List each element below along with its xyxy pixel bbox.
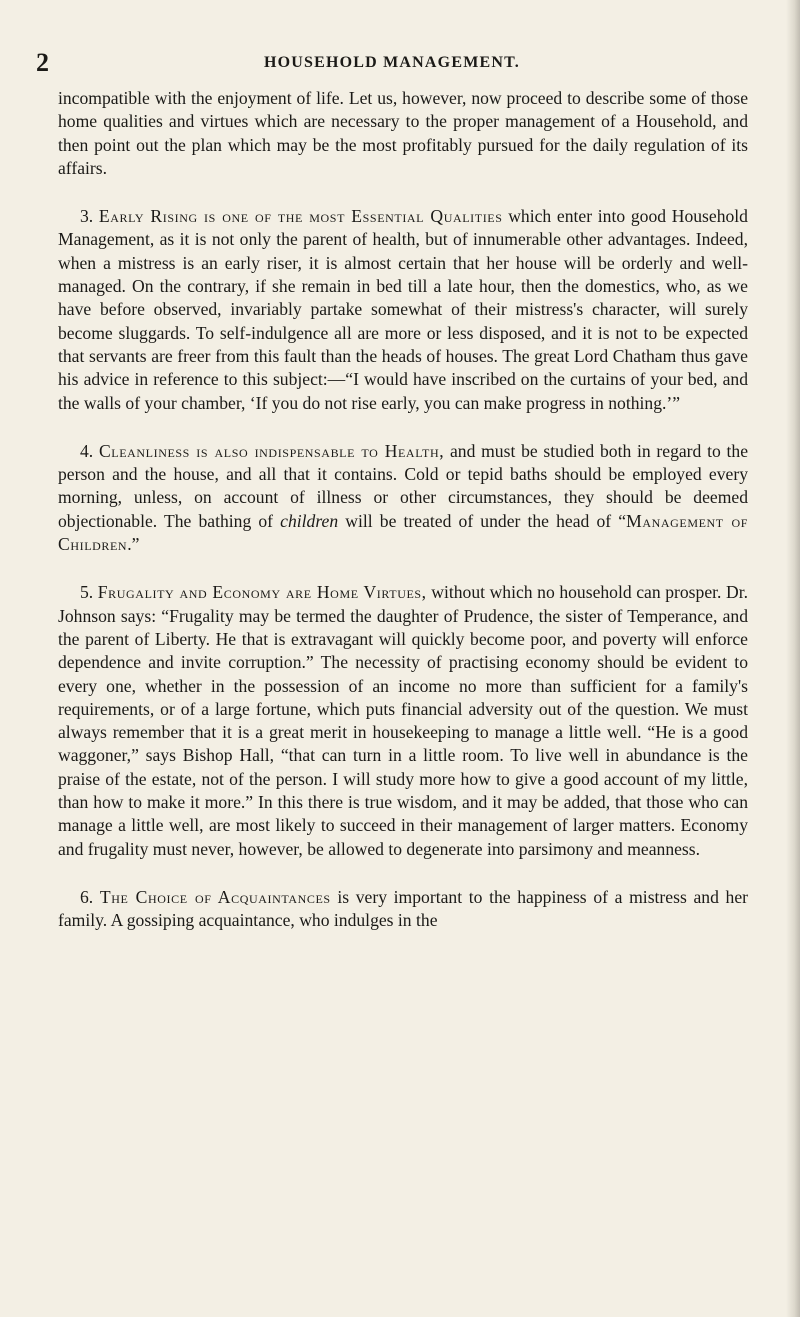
paragraph-3-heading: Early Rising is one of the most Essential Qualities xyxy=(98,206,503,227)
paragraph-3-early-rising xyxy=(58,205,748,415)
paragraph-4-heading: Cleanliness is also indispensable to Health, xyxy=(98,440,445,461)
paragraph-3-body: which enter into good Household Management, as it is not only the parent of health, but of innumerable other advantages. Indeed, when a mistress is an early riser, it is almost certain that her house will be orderly and well-managed. On the contrary, if she remain in bed till a late hour, then the domestics, who, as we have before observed, invariably partake somewhat of their mistress's character, will surely become sluggards. To self-indulgence all are more or less disposed, and it is not to be expected that servants are freer from this fault than the heads of houses. The great Lord Chatham thus gave his advice in reference to this subject:—“I would have inscribed on the curtains of your bed, and the walls of your chamber, ‘If you do not rise early, you can make progress in nothing.’” xyxy=(58,206,748,413)
paragraph-5-frugality xyxy=(58,581,748,861)
paragraph-5-number: 5. xyxy=(80,582,94,603)
paragraph-intro xyxy=(58,87,748,180)
page-edge-shadow xyxy=(786,0,800,1317)
paragraph-4-caps-reference: Management of Children xyxy=(58,510,748,555)
paragraph-3-number: 3. xyxy=(80,206,94,227)
paragraph-4-body-after: will be treated of under the head of “ xyxy=(338,510,627,531)
running-head xyxy=(36,44,748,84)
paragraph-6-heading: The Choice of Acquaintances xyxy=(99,886,331,907)
paragraph-4-number: 4. xyxy=(80,440,94,461)
paragraph-4-cleanliness xyxy=(58,440,748,556)
paragraph-6-number: 6. xyxy=(80,886,94,907)
header-title: HOUSEHOLD MANAGEMENT. xyxy=(263,54,521,71)
paragraph-5-body: without which no household can prosper. Dr. Johnson says: “Frugality may be termed the daughter of Prudence, the sister of Temperance, and the parent of Liberty. He that is extravagant will quickly become poor, and poverty will enforce dependence and invite corruption.” The necessity of practising economy should be evident to every one, whether in the possession of an income no more than sufficient for a family's requirements, or of a large fortune, which puts financial adversity out of the question. We must always remember that it is a great merit in housekeeping to manage a little well. “He is a good waggoner,” says Bishop Hall, “that can turn in a little room. To live well in abundance is the praise of the estate, not of the person. I will study more how to give a good account of my little, than how to make it more.” In this there is true wisdom, and it may be added, that those who can manage a little well, are most likely to succeed in their management of larger matters. Economy and frugality must never, however, be allowed to degenerate into parsimony and meanness. xyxy=(58,582,748,859)
intro-text: incompatible with the enjoyment of life. Let us, however, now proceed to describe some of those home qualities and virtues which are necessary to the proper management of a Household, and then point out the plan which may be the most profitably pursued for the daily regulation of its affairs. xyxy=(58,88,748,178)
paragraph-4-body-before: and must be studied both in regard to the person and the house, and all that it contains. Cold or tepid baths should be employed every morning, unless, on account of illness or other circumstances, they should be deemed objectionable. The bathing of xyxy=(58,440,748,531)
paragraph-5-heading: Frugality and Economy are Home Virtues, xyxy=(97,582,427,603)
paragraph-6-body: is very important to the happiness of a mistress and her family. A gossiping acquaintance, who indulges in the xyxy=(58,886,748,931)
paragraph-4-italic-children: children xyxy=(280,510,339,531)
page-number: 2 xyxy=(36,48,49,77)
paragraph-4-end: .” xyxy=(127,534,140,555)
paragraph-6-acquaintances xyxy=(58,886,748,933)
